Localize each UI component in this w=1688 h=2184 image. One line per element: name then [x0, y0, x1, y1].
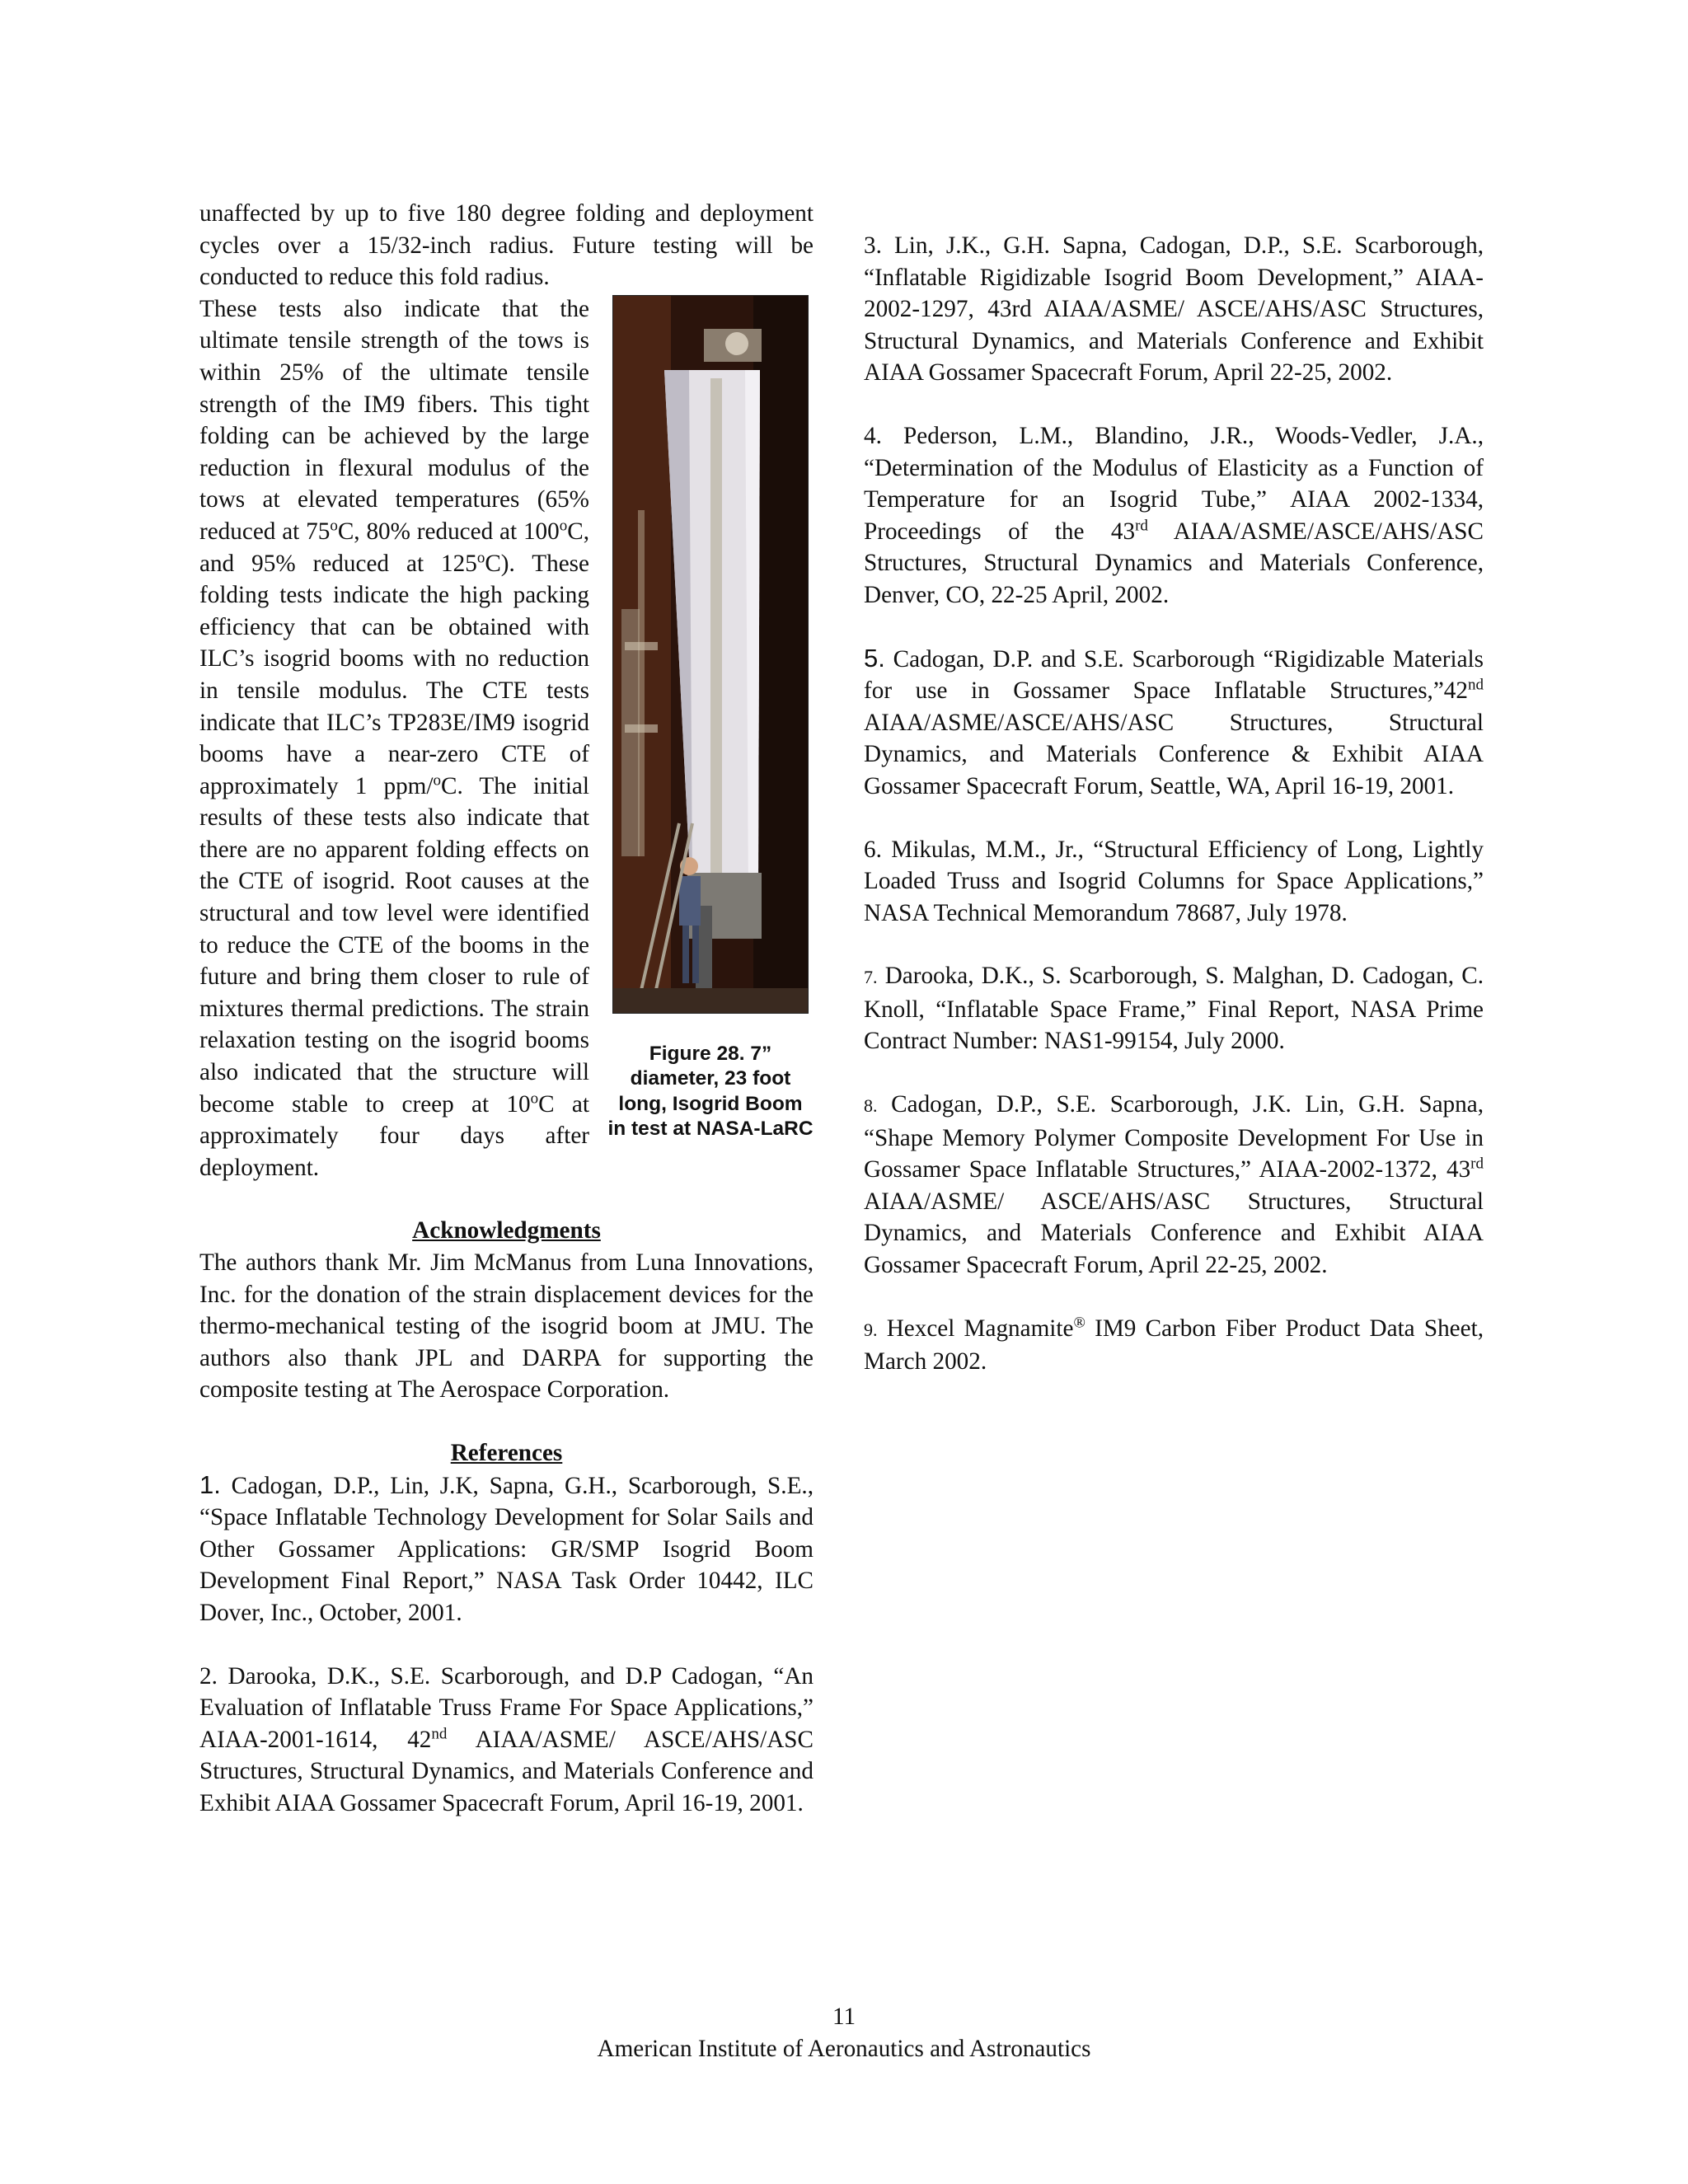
reference-2: 2. Darooka, D.K., S.E. Scarborough, and D.P Cadogan, “An Evaluation of Inflatable Truss Frame For Space Applications,” AIAA-2001-1614, 42nd AIAA/ASME/ ASCE/AHS/ASC Structures, Structural Dynamics, and Materials Conference and Exhibit AIAA Gossamer Spacecraft Forum, April 16-19, 2001. [199, 1662, 814, 1816]
reference-8: 8. Cadogan, D.P., S.E. Scarborough, J.K. Lin, G.H. Sapna, “Shape Memory Polymer Composite Development For Use in Gossamer Space Inflatable Structures,” AIAA-2002-1372, 43rd AIAA/ASME/ ASCE/AHS/ASC Structures, Structural Dynamics, and Materials Conference and Exhibit AIAA Gossamer Spacecraft Forum, April 22-25, 2002. [864, 1091, 1484, 1279]
reference-4: 4. Pederson, L.M., Blandino, J.R., Woods-Vedler, J.A., “Determination of the Modulus of Elasticity as a Function of Temperature for an Isogrid Tube,” AIAA 2002-1334, Proceedings of the 43rd AIAA/ASME/ASCE/AHS/ASC Structures, Structural Dynamics and Materials Conference, Denver, CO, 22-25 April, 2002. [864, 422, 1484, 608]
page-number: 11 [832, 2004, 856, 2030]
body-paragraph-main: These tests also indicate that the ultimate tensile strength of the tows is within 25% of the ultimate tensile strength of the IM9 fibers. This tight folding can be achieved by the large reduction in flexural modulus of the tows at elevated temperatures (65% reduced at 75$^o$C, 80% reduced at 100$^o$C, and 95% reduced at 125$^o$C). These folding tests indicate the high packing efficiency that can be obtained with ILC’s isogrid booms with no reduction in tensile modulus. The CTE tests indicate that ILC’s TP283E/IM9 isogrid booms have a near-zero CTE of approximately 1 ppm/$^o$C. The initial results of these tests also indicate that there are no apparent folding effects on the CTE of isogrid. Root causes at the structural and tow level were identified to reduce the CTE of the booms in the future and bring them closer to rule of mixtures thermal predictions. The strain relaxation testing on the isogrid booms also indicated that the structure will become stable to creep at 10$^o$C at approximately four days after deployment. [199, 295, 589, 1181]
left-column [199, 198, 814, 1820]
figure-28 [607, 295, 814, 1142]
acknowledgments-heading: Acknowledgments [412, 1217, 601, 1244]
acknowledgments-text: The authors thank Mr. Jim McManus from Luna Innovations, Inc. for the donation of the strain displacement devices for the thermo-mechanical testing of the isogrid boom at JMU. The authors also thank JPL and DARPA for supporting the composite testing at The Aerospace Corporation. [199, 1249, 814, 1404]
reference-1: 1. Cadogan, D.P., Lin, J.K, Sapna, G.H., Scarborough, S.E., “Space Inflatable Technology Development for Solar Sails and Other Gossamer Applications: GR/SMP Isogrid Boom Development Final Report,” NASA Task Order 10442, ILC Dover, Inc., October, 2001. [199, 1469, 814, 1626]
reference-6: 6. Mikulas, M.M., Jr., “Structural Efficiency of Long, Lightly Loaded Truss and Isogrid Columns for Space Applications,” NASA Technical Memorandum 78687, July 1978. [864, 836, 1484, 926]
footer-organization: American Institute of Aeronautics and Astronautics [597, 2035, 1091, 2062]
reference-3: 3. Lin, J.K., G.H. Sapna, Cadogan, D.P., S.E. Scarborough, “Inflatable Rigidizable Isogrid Boom Development,” AIAA-2002-1297, 43rd AIAA/ASME/ ASCE/AHS/ASC Structures, Structural Dynamics, and Materials Conference and Exhibit AIAA Gossamer Spacecraft Forum, April 22-25, 2002. [864, 232, 1484, 387]
body-paragraph-intro: unaffected by up to five 180 degree folding and deployment cycles over a 15/32-inch radius. Future testing will be conducted to reduce this fold radius. [199, 200, 814, 291]
reference-5: 5. Cadogan, D.P. and S.E. Scarborough “Rigidizable Materials for use in Gossamer Space Inflatable Structures,”42nd AIAA/ASME/ASCE/AHS/ASC Structures, Structural Dynamics, and Materials Conference & Exhibit AIAA Gossamer Spacecraft Forum, Seattle, WA, April 16-19, 2001. [864, 643, 1484, 799]
reference-7: 7. Darooka, D.K., S. Scarborough, S. Malghan, D. Cadogan, C. Knoll, “Inflatable Space Frame,” Final Report, NASA Prime Contract Number: NAS1-99154, July 2000. [864, 963, 1484, 1055]
figure-caption: Figure 28. 7” diameter, 23 foot long, Isogrid Boom in test at NASA-LaRC [607, 1042, 814, 1141]
page-footer [0, 2001, 1688, 2064]
isogrid-boom-photo [612, 295, 809, 1014]
references-heading: References [450, 1439, 563, 1466]
right-column [864, 230, 1484, 1378]
boom-photo-illustration [613, 296, 808, 1013]
reference-9: 9. Hexcel Magnamite® IM9 Carbon Fiber Product Data Sheet, March 2002. [864, 1313, 1484, 1376]
